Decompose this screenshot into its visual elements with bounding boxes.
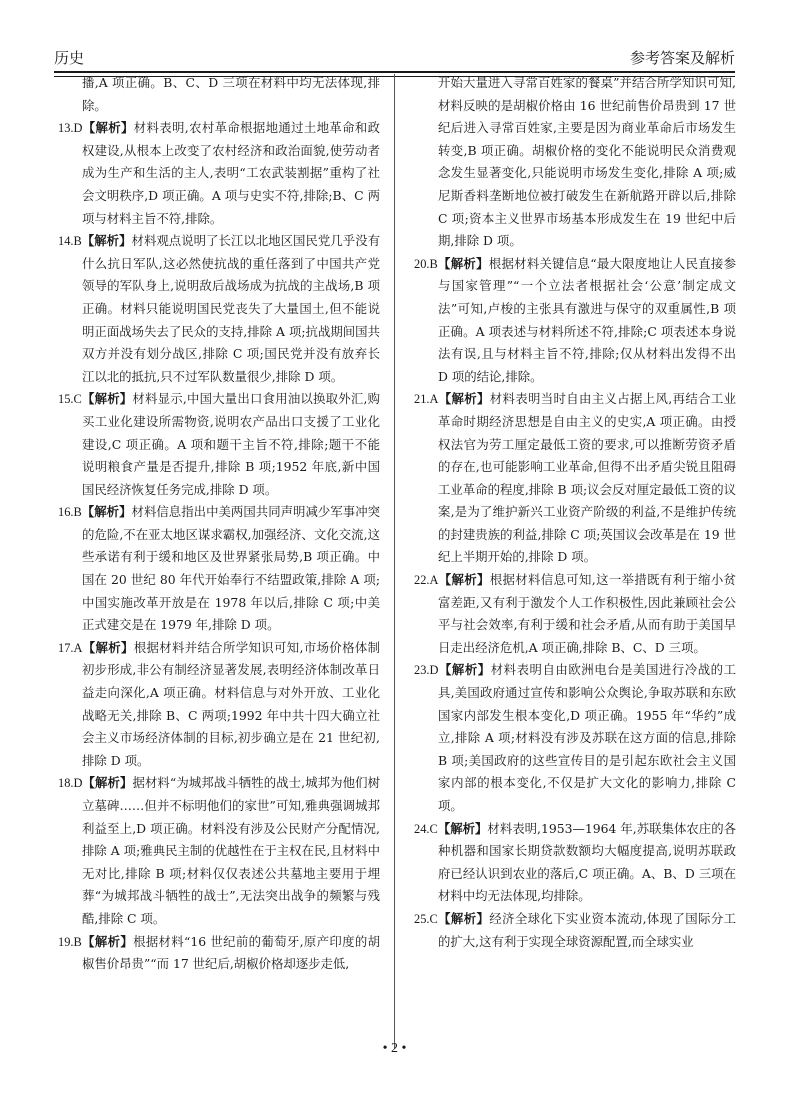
analysis-text: 材料表明当时自由主义占据上风,再结合工业革命时期经济思想是自由主义的史实,A 项正确。由授权法官为劳工厘定最低工资的要求,可以推断劳资矛盾的存在,也可能影响工业革命,但得不出矛盾尖锐且阻碍工业革命的程度,排除 B 项;议会反对厘定最低工资的议案,是为了维护新兴工业资产阶级的利益,不是维护传统的封建贵族的利益,排除 C 项;英国议会改革是在 19 世纪上半期开始的,排除 D 项。 [438,391,736,565]
analysis-tag: 【解析】 [438,662,491,678]
analysis-tag: 【解析】 [438,572,490,588]
question-number: 21.A [414,392,439,407]
analysis-tag: 【解析】 [82,120,134,136]
section-title: 参考答案及解析 [629,49,735,67]
question-number: 23.D [414,663,439,678]
analysis-text: 经济全球化下实业资本流动,体现了国际分工的扩大,这有利于实现全球资源配置,而全球实业 [438,910,736,949]
analysis-text: 材料显示,中国大量出口食用油以换取外汇,购买工业化建设所需物资,说明农产品出口支援了工业化建设,C 项正确。A 项和题干主旨不符,排除;题干不能说明粮食产量是否提升,排除 B 项;1952 年底,新中国国民经济恢复任务完成,排除 D 项。 [82,391,380,497]
analysis-tag: 【解析】 [82,775,133,791]
analysis-text: 材料表明自由欧洲电台是美国进行冷战的工具,美国政府通过宣传和影响公众舆论,争取苏联和东欧国家内部发生根本变化,D 项正确。1955 年“华约”成立,排除 A 项;材料没有涉及苏联在这方面的信息,排除 B 项;美国政府的这些宣传目的是引起东欧社会主义国家内部的根本变化,不仅是扩大文化的影响力,排除 C 项。 [438,662,736,813]
question-number: 16.B [58,505,82,520]
answer-item [58,72,380,117]
analysis-tag: 【解析】 [437,255,489,271]
column-divider [394,74,395,1049]
subject-title: 历史 [54,49,85,67]
analysis-text: 播,A 项正确。B、C、D 三项在材料中均无法体现,排除。 [82,75,380,113]
analysis-text: 开始大量进入寻常百姓家的餐桌”并结合所学知识可知,材料反映的是胡椒价格由 16 世纪前售价昂贵到 17 世纪后进入寻常百姓家,主要是因为商业革命后市场发生转变,B 项正确。胡椒价格的变化不能说明民众消费观念发生显著变化,只能说明市场发生变化,排除 A 项;威尼斯香料垄断地位被打破发生在新航路开辟以后,排除 C 项;资本主义世界市场基本形成发生在 19 世纪中后期,排除 D 项。 [438,75,736,249]
answer-item [58,230,380,388]
answer-item [414,908,736,953]
question-number: 15.C [58,392,82,407]
answer-item [58,388,380,501]
answer-item [414,253,736,389]
analysis-text: 根据材料“16 世纪前的葡萄牙,原产印度的胡椒售价昂贵”“而 17 世纪后,胡椒价格却逐步走低, [82,933,380,972]
analysis-tag: 【解析】 [81,933,134,949]
answer-item [58,501,380,637]
page-number: • 2 • [382,1041,407,1056]
question-number: 17.A [58,640,83,655]
question-number: 18.D [58,776,83,791]
answer-item [414,818,736,908]
question-number: 22.A [414,573,439,588]
analysis-tag: 【解析】 [437,910,490,926]
analysis-text: 根据材料关键信息“最大限度地让人民直接参与国家管理”“一个立法者根据社会‘公意’制定成文法”可知,卢梭的主张具有激进与保守的双重属性,B 项正确。A 项表述与材料所述不符,排除;C 项表述本身说法有误,且与材料主旨不符,排除;仅从材料出发得不出 D 项的结论,排除。 [438,255,737,384]
question-number: 25.C [414,911,438,926]
analysis-text: 材料观点说明了长江以北地区国民党几乎没有什么抗日军队,这必然使抗战的重任落到了中国共产党领导的军队身上,说明敌后战场成为抗战的主战场,B 项正确。材料只能说明国民党丧失了大量国土,但不能说明正面战场失去了民众的支持,排除 A 项;抗战期间国共双方并没有划分战区,排除 C 项;国民党并没有放弃长江以北的抵抗,只不过军队数量很少,排除 D 项。 [82,233,381,384]
answer-item [414,72,736,253]
page-header [54,42,735,73]
answer-item [414,659,736,817]
answer-item [58,931,380,976]
question-number: 13.D [58,121,83,136]
left-column [58,72,380,976]
analysis-tag: 【解析】 [81,504,132,520]
analysis-tag: 【解析】 [81,391,133,407]
question-number: 20.B [414,256,438,271]
question-number: 14.B [58,234,82,249]
analysis-text: 根据材料信息可知,这一举措既有利于缩小贫富差距,又有利于激发个人工作积极性,因此兼顾社会公平与社会效率,有利于缓和社会矛盾,从而有助于美国早日走出经济危机,A 项正确,排除 B、C、D 三项。 [438,572,736,655]
answer-item [414,569,736,659]
analysis-text: 据材料“为城邦战斗牺牲的战士,城邦为他们树立墓碑……但并不标明他们的家世”可知,雅典强调城邦利益至上,D 项正确。材料没有涉及公民财产分配情况,排除 A 项;雅典民主制的优越性在于主权在民,且材料中无对比,排除 B 项;材料仅仅表述公共墓地主要用于埋葬“为城邦战斗牺牲的战士”,无法突出战争的频繁与残酷,排除 C 项。 [82,775,381,926]
analysis-tag: 【解析】 [438,391,490,407]
analysis-tag: 【解析】 [437,820,488,836]
answer-item [58,117,380,230]
question-number: 24.C [414,821,438,836]
analysis-tag: 【解析】 [81,233,132,249]
analysis-tag: 【解析】 [82,639,134,655]
analysis-text: 材料表明,1953—1964 年,苏联集体农庄的各种机器和国家长期贷款数额均大幅度提高,说明苏联政府已经认识到农业的落后,C 项正确。A、B、D 三项在材料中均无法体现,均排除。 [438,820,737,904]
analysis-text: 材料表明,农村革命根据地通过土地革命和政权建设,从根本上改变了农村经济和政治面貌,使劳动者成为生产和生活的主人,表明“工农武装割据”重构了社会文明秩序,D 项正确。A 项与史实不符,排除;B、C 两项与材料主旨不符,排除。 [82,120,380,226]
answer-item [58,637,380,773]
analysis-text: 材料信息指出中美两国共同声明减少军事冲突的危险,不在亚太地区谋求霸权,加强经济、文化交流,这些承诺有利于缓和地区及世界紧张局势,B 项正确。中国在 20 世纪 80 年代开始奉行不结盟政策,排除 A 项;中国实施改革开放是在 1978 年以后,排除 C 项;中美正式建交是在 1979 年,排除 D 项。 [82,504,381,633]
question-number: 19.B [58,934,82,949]
analysis-text: 根据材料并结合所学知识可知,市场价格体制初步形成,非公有制经济显著发展,表明经济体制改革日益走向深化,A 项正确。材料信息与对外开放、工业化战略无关,排除 B、C 两项;1992 年中共十四大确立社会主义市场经济体制的目标,初步确立是在 21 世纪初,排除 D 项。 [82,639,380,768]
right-column [414,72,736,953]
answer-item [414,388,736,569]
answer-item [58,772,380,930]
